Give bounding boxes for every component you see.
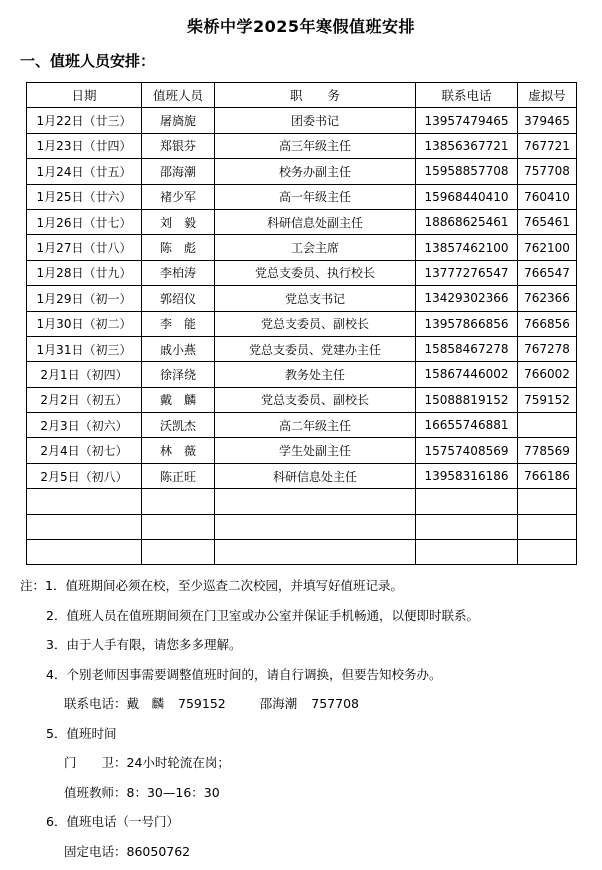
table-row — [27, 540, 577, 565]
cell-position: 工会主席 — [215, 235, 416, 260]
cell-person: 李 能 — [142, 311, 215, 336]
cell-position: 党总支书记 — [215, 286, 416, 311]
cell-virtual-number — [518, 489, 577, 514]
cell-phone: 13957866856 — [416, 311, 518, 336]
table-row — [27, 514, 577, 539]
cell-phone — [416, 540, 518, 565]
cell-phone: 13857462100 — [416, 235, 518, 260]
cell-phone — [416, 514, 518, 539]
contact-line — [20, 693, 590, 723]
table-row — [27, 336, 577, 361]
table-row — [27, 311, 577, 336]
contact-2-number: 757708 — [311, 696, 359, 711]
cell-position: 教务处主任 — [215, 362, 416, 387]
cell-person: 郑银芬 — [142, 133, 215, 158]
table-row — [27, 489, 577, 514]
teacher-line — [20, 782, 590, 812]
phone-line — [20, 841, 590, 870]
cell-phone: 15867446002 — [416, 362, 518, 387]
cell-virtual-number — [518, 540, 577, 565]
header-person: 值班人员 — [142, 83, 215, 108]
cell-position — [215, 514, 416, 539]
cell-date: 1月31日（初三） — [27, 336, 142, 361]
cell-position: 党总支委员、副校长 — [215, 387, 416, 412]
header-date: 日期 — [27, 83, 142, 108]
cell-virtual-number: 762366 — [518, 286, 577, 311]
cell-virtual-number: 767278 — [518, 336, 577, 361]
contact-1-name: 戴 麟 — [127, 696, 165, 711]
cell-phone: 15088819152 — [416, 387, 518, 412]
guard-value: 24小时轮流在岗； — [127, 755, 230, 770]
contact-label: 联系电话： — [64, 696, 127, 711]
duty-table — [26, 82, 577, 565]
cell-date: 2月2日（初五） — [27, 387, 142, 412]
cell-date: 1月26日（廿七） — [27, 209, 142, 234]
cell-date: 1月29日（初一） — [27, 286, 142, 311]
cell-position: 校务办副主任 — [215, 159, 416, 184]
cell-date: 1月22日（廿三） — [27, 108, 142, 133]
cell-position — [215, 489, 416, 514]
cell-date: 1月23日（廿四） — [27, 133, 142, 158]
cell-phone: 15968440410 — [416, 184, 518, 209]
header-position: 职 务 — [215, 83, 416, 108]
cell-position: 高一年级主任 — [215, 184, 416, 209]
cell-date: 2月3日（初六） — [27, 413, 142, 438]
cell-virtual-number: 767721 — [518, 133, 577, 158]
note-1: 注：1．值班期间必须在校，至少巡查二次校园，并填写好值班记录。 — [20, 575, 590, 605]
cell-date — [27, 489, 142, 514]
cell-virtual-number — [518, 413, 577, 438]
cell-virtual-number: 778569 — [518, 438, 577, 463]
cell-position: 团委书记 — [215, 108, 416, 133]
table-row — [27, 260, 577, 285]
table-row — [27, 108, 577, 133]
cell-position: 党总支委员、执行校长 — [215, 260, 416, 285]
header-phone: 联系电话 — [416, 83, 518, 108]
cell-date: 1月27日（廿八） — [27, 235, 142, 260]
table-row — [27, 286, 577, 311]
cell-position: 高三年级主任 — [215, 133, 416, 158]
cell-date: 1月24日（廿五） — [27, 159, 142, 184]
guard-label: 门 卫： — [64, 755, 127, 770]
cell-virtual-number: 762100 — [518, 235, 577, 260]
cell-virtual-number — [518, 514, 577, 539]
cell-person: 李柏涛 — [142, 260, 215, 285]
cell-phone: 16655746881 — [416, 413, 518, 438]
table-row — [27, 413, 577, 438]
cell-person: 郭绍仪 — [142, 286, 215, 311]
cell-phone: 13429302366 — [416, 286, 518, 311]
cell-date: 1月30日（初二） — [27, 311, 142, 336]
cell-person — [142, 489, 215, 514]
table-row — [27, 362, 577, 387]
table-row — [27, 235, 577, 260]
cell-position: 学生处副主任 — [215, 438, 416, 463]
cell-person: 褚少军 — [142, 184, 215, 209]
table-row — [27, 463, 577, 488]
contact-1-number: 759152 — [178, 696, 226, 711]
cell-virtual-number: 379465 — [518, 108, 577, 133]
cell-virtual-number: 759152 — [518, 387, 577, 412]
guard-line — [20, 752, 590, 782]
cell-person: 刘 毅 — [142, 209, 215, 234]
phone-value: 86050762 — [127, 844, 191, 859]
cell-phone: 15757408569 — [416, 438, 518, 463]
cell-person: 陈正旺 — [142, 463, 215, 488]
cell-virtual-number: 766547 — [518, 260, 577, 285]
table-row — [27, 159, 577, 184]
cell-person: 徐泽绕 — [142, 362, 215, 387]
table-row — [27, 209, 577, 234]
cell-phone: 15958857708 — [416, 159, 518, 184]
section-heading: 一、值班人员安排： — [20, 50, 155, 71]
page-title: 柴桥中学2025年寒假值班安排 — [0, 14, 602, 37]
phone-label: 固定电话： — [64, 844, 127, 859]
cell-position — [215, 540, 416, 565]
table-header-row — [27, 83, 577, 108]
cell-date — [27, 514, 142, 539]
cell-person: 邵海潮 — [142, 159, 215, 184]
cell-person: 戚小燕 — [142, 336, 215, 361]
cell-person — [142, 540, 215, 565]
cell-date: 2月4日（初七） — [27, 438, 142, 463]
cell-person: 屠旖旎 — [142, 108, 215, 133]
cell-person: 陈 彪 — [142, 235, 215, 260]
cell-phone: 18868625461 — [416, 209, 518, 234]
note-6: 6．值班电话（一号门） — [20, 811, 590, 841]
cell-date: 2月5日（初八） — [27, 463, 142, 488]
cell-phone: 13777276547 — [416, 260, 518, 285]
cell-phone: 13856367721 — [416, 133, 518, 158]
table-row — [27, 438, 577, 463]
cell-position: 高二年级主任 — [215, 413, 416, 438]
cell-virtual-number: 766002 — [518, 362, 577, 387]
cell-person — [142, 514, 215, 539]
cell-virtual-number: 765461 — [518, 209, 577, 234]
note-5: 5．值班时间 — [20, 723, 590, 753]
cell-date — [27, 540, 142, 565]
note-2: 2．值班人员在值班期间须在门卫室或办公室并保证手机畅通，以便即时联系。 — [20, 605, 590, 635]
cell-phone: 13958316186 — [416, 463, 518, 488]
cell-phone: 13957479465 — [416, 108, 518, 133]
notes-section — [20, 575, 590, 870]
cell-virtual-number: 757708 — [518, 159, 577, 184]
cell-virtual-number: 760410 — [518, 184, 577, 209]
header-virtual-number: 虚拟号 — [518, 83, 577, 108]
cell-position: 党总支委员、党建办主任 — [215, 336, 416, 361]
table-row — [27, 184, 577, 209]
table-body — [27, 108, 577, 565]
table-row — [27, 133, 577, 158]
cell-date: 1月25日（廿六） — [27, 184, 142, 209]
cell-virtual-number: 766856 — [518, 311, 577, 336]
cell-person: 戴 麟 — [142, 387, 215, 412]
note-3: 3．由于人手有限，请您多多理解。 — [20, 634, 590, 664]
cell-date: 2月1日（初四） — [27, 362, 142, 387]
cell-position: 科研信息处主任 — [215, 463, 416, 488]
cell-position: 科研信息处副主任 — [215, 209, 416, 234]
cell-person: 沃凯杰 — [142, 413, 215, 438]
cell-person: 林 薇 — [142, 438, 215, 463]
contact-2-name: 邵海潮 — [260, 696, 298, 711]
teacher-value: 8：30—16：30 — [127, 785, 220, 800]
cell-virtual-number: 766186 — [518, 463, 577, 488]
cell-phone — [416, 489, 518, 514]
table-row — [27, 387, 577, 412]
note-4: 4．个别老师因事需要调整值班时间的，请自行调换，但要告知校务办。 — [20, 664, 590, 694]
cell-phone: 15858467278 — [416, 336, 518, 361]
cell-date: 1月28日（廿九） — [27, 260, 142, 285]
cell-position: 党总支委员、副校长 — [215, 311, 416, 336]
teacher-label: 值班教师： — [64, 785, 127, 800]
